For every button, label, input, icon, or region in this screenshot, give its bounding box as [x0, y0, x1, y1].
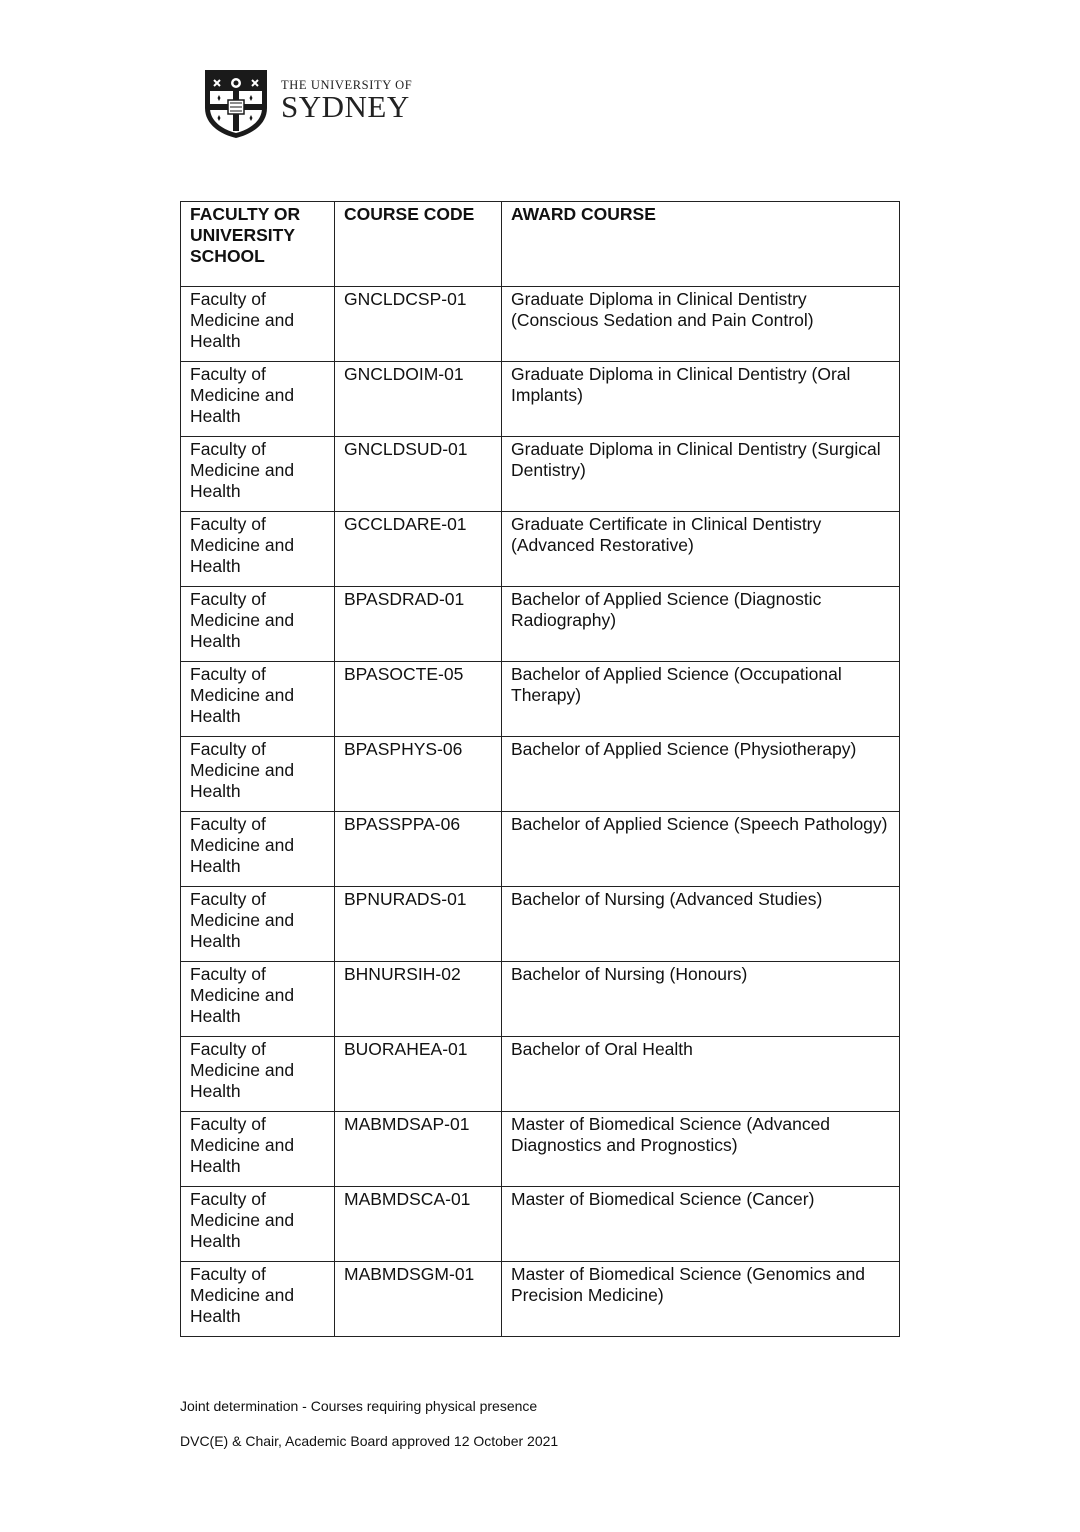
- table-row: [181, 1037, 900, 1112]
- faculty-cell: Faculty of Medicine and Health: [181, 1112, 335, 1187]
- course-code-cell: BPASSPPA-06: [335, 812, 502, 887]
- faculty-cell: Faculty of Medicine and Health: [181, 887, 335, 962]
- faculty-cell: Faculty of Medicine and Health: [181, 737, 335, 812]
- course-code-cell: GNCLDSUD-01: [335, 437, 502, 512]
- course-code-cell: GNCLDOIM-01: [335, 362, 502, 437]
- award-course-cell: Bachelor of Oral Health: [502, 1037, 900, 1112]
- faculty-cell: Faculty of Medicine and Health: [181, 1262, 335, 1337]
- course-code-cell: BUORAHEA-01: [335, 1037, 502, 1112]
- table-body: [181, 287, 900, 1337]
- award-course-cell: Bachelor of Applied Science (Physiotherapy): [502, 737, 900, 812]
- award-course-cell: Bachelor of Applied Science (Speech Pathology): [502, 812, 900, 887]
- faculty-cell: Faculty of Medicine and Health: [181, 437, 335, 512]
- course-code-cell: MABMDSAP-01: [335, 1112, 502, 1187]
- column-header-course-code: COURSE CODE: [335, 202, 502, 287]
- faculty-cell: Faculty of Medicine and Health: [181, 812, 335, 887]
- table-row: [181, 662, 900, 737]
- course-code-cell: MABMDSGM-01: [335, 1262, 502, 1337]
- table-row: [181, 737, 900, 812]
- table-row: [181, 1112, 900, 1187]
- faculty-cell: Faculty of Medicine and Health: [181, 287, 335, 362]
- table-row: [181, 512, 900, 587]
- course-code-cell: BPASOCTE-05: [335, 662, 502, 737]
- award-course-cell: Bachelor of Nursing (Advanced Studies): [502, 887, 900, 962]
- faculty-cell: Faculty of Medicine and Health: [181, 512, 335, 587]
- course-code-cell: GNCLDCSP-01: [335, 287, 502, 362]
- faculty-cell: Faculty of Medicine and Health: [181, 587, 335, 662]
- logo-text-line1: THE UNIVERSITY OF: [281, 78, 413, 92]
- faculty-cell: Faculty of Medicine and Health: [181, 962, 335, 1037]
- university-crest-icon: [203, 68, 269, 140]
- award-course-cell: Graduate Diploma in Clinical Dentistry (Oral Implants): [502, 362, 900, 437]
- faculty-cell: Faculty of Medicine and Health: [181, 362, 335, 437]
- table-row: [181, 587, 900, 662]
- award-course-cell: Graduate Diploma in Clinical Dentistry (Surgical Dentistry): [502, 437, 900, 512]
- award-course-cell: Master of Biomedical Science (Advanced Diagnostics and Prognostics): [502, 1112, 900, 1187]
- course-code-cell: BPASDRAD-01: [335, 587, 502, 662]
- award-course-cell: Bachelor of Applied Science (Diagnostic Radiography): [502, 587, 900, 662]
- course-code-cell: MABMDSCA-01: [335, 1187, 502, 1262]
- table-row: [181, 437, 900, 512]
- faculty-cell: Faculty of Medicine and Health: [181, 1187, 335, 1262]
- award-course-cell: Bachelor of Nursing (Honours): [502, 962, 900, 1037]
- logo-text-line2: SYDNEY: [281, 89, 410, 124]
- table-row: [181, 1262, 900, 1337]
- award-course-cell: Master of Biomedical Science (Genomics and Precision Medicine): [502, 1262, 900, 1337]
- footer-approval: DVC(E) & Chair, Academic Board approved 12 October 2021: [180, 1433, 559, 1449]
- award-course-cell: Graduate Certificate in Clinical Dentistry (Advanced Restorative): [502, 512, 900, 587]
- course-code-cell: GCCLDARE-01: [335, 512, 502, 587]
- award-course-cell: Graduate Diploma in Clinical Dentistry (Conscious Sedation and Pain Control): [502, 287, 900, 362]
- course-code-cell: BHNURSIH-02: [335, 962, 502, 1037]
- courses-table: [180, 201, 900, 1337]
- university-logo: [203, 68, 412, 140]
- table-row: [181, 287, 900, 362]
- faculty-cell: Faculty of Medicine and Health: [181, 1037, 335, 1112]
- column-header-award-course: AWARD COURSE: [502, 202, 900, 287]
- table-header-row: [181, 202, 900, 287]
- table-row: [181, 962, 900, 1037]
- column-header-faculty: FACULTY OR UNIVERSITY SCHOOL: [181, 202, 335, 287]
- table-row: [181, 1187, 900, 1262]
- course-code-cell: BPASPHYS-06: [335, 737, 502, 812]
- award-course-cell: Master of Biomedical Science (Cancer): [502, 1187, 900, 1262]
- table-row: [181, 362, 900, 437]
- footer-title: Joint determination - Courses requiring physical presence: [180, 1398, 538, 1414]
- table-row: [181, 887, 900, 962]
- table-row: [181, 812, 900, 887]
- award-course-cell: Bachelor of Applied Science (Occupational Therapy): [502, 662, 900, 737]
- course-code-cell: BPNURADS-01: [335, 887, 502, 962]
- faculty-cell: Faculty of Medicine and Health: [181, 662, 335, 737]
